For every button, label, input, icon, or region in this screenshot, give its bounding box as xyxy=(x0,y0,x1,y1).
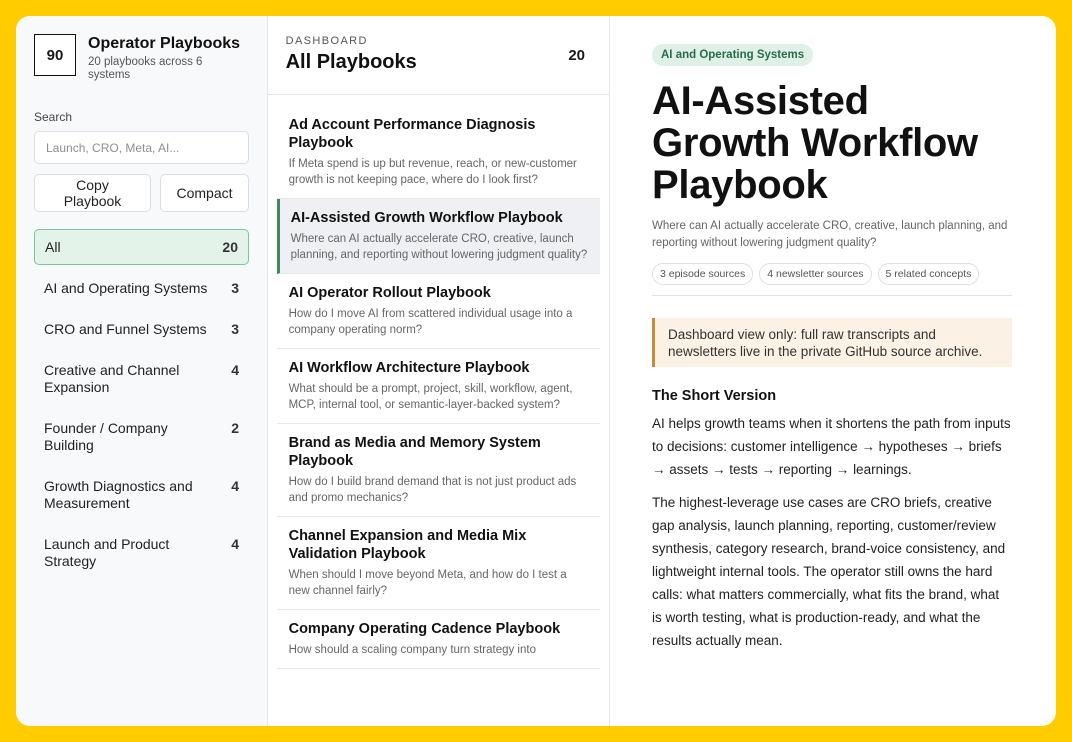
list-title: All Playbooks xyxy=(285,51,417,73)
newsletter-sources-chip[interactable]: 4 newsletter sources xyxy=(759,263,871,285)
logo-badge: 90 xyxy=(34,34,76,76)
list-header xyxy=(268,16,609,95)
category-list xyxy=(34,229,249,570)
detail-subtitle: Where can AI actually accelerate CRO, creative, launch planning, and reporting without lowering judgment quality? xyxy=(652,220,1008,249)
category-count: 4 xyxy=(231,536,239,552)
episode-sources-chip[interactable]: 3 episode sources xyxy=(652,263,753,285)
category-count: 4 xyxy=(231,362,239,378)
list-count: 20 xyxy=(568,47,585,64)
playbook-title: AI Workflow Architecture Playbook xyxy=(288,360,530,376)
playbook-item-selected[interactable] xyxy=(277,199,600,274)
playbook-title: AI Operator Rollout Playbook xyxy=(288,285,491,301)
category-count: 3 xyxy=(231,321,239,337)
playbook-title: Company Operating Cadence Playbook xyxy=(288,621,561,637)
brand-text xyxy=(88,34,240,82)
search-input[interactable] xyxy=(34,131,249,164)
category-item-growth-diagnostics[interactable] xyxy=(34,478,249,512)
category-item-founder-company[interactable] xyxy=(34,420,249,454)
category-count: 20 xyxy=(222,238,238,255)
list-eyebrow: DASHBOARD xyxy=(285,35,368,47)
playbook-title: AI-Assisted Growth Workflow Playbook xyxy=(290,210,563,226)
playbook-description: When should I move beyond Meta, and how do I test a new channel fairly? xyxy=(288,569,567,597)
divider xyxy=(652,295,1012,296)
category-label: Founder / Company Building xyxy=(44,420,168,453)
playbook-description: If Meta spend is up but revenue, reach, or new-customer growth is not keeping pace, where do I look first? xyxy=(288,158,577,186)
category-label: Growth Diagnostics and Measurement xyxy=(44,478,193,511)
body-paragraph: The highest-leverage use cases are CRO briefs, creative gap analysis, launch planning, reporting, customer/review synthesis, category research, brand-voice consistency, and lightweight internal tools. The operator still owns the hard calls: what matters commercially, what fits the brand, what is worth testing, what is production-ready, and what the results actually mean. xyxy=(652,495,1006,648)
playbook-description: How do I move AI from scattered individual usage into a company operating norm? xyxy=(288,308,573,336)
sidebar xyxy=(16,16,268,726)
section-heading: The Short Version xyxy=(652,388,777,404)
playbook-list-panel xyxy=(268,16,610,726)
playbook-list xyxy=(268,95,609,669)
category-item-ai-operating-systems[interactable] xyxy=(34,280,249,297)
playbook-item[interactable] xyxy=(277,274,600,349)
playbook-item[interactable] xyxy=(277,349,600,424)
category-label: CRO and Funnel Systems xyxy=(44,321,207,337)
playbook-detail xyxy=(610,16,1056,726)
playbook-title: Ad Account Performance Diagnosis Playbook xyxy=(288,117,536,151)
app-title: Operator Playbooks xyxy=(88,35,241,52)
category-label: AI and Operating Systems xyxy=(44,280,208,296)
brand-header xyxy=(34,34,267,82)
playbook-description: Where can AI actually accelerate CRO, creative, launch planning, and reporting without lowering judgment quality? xyxy=(290,233,588,261)
category-item-cro-funnel[interactable] xyxy=(34,321,249,338)
category-label: Launch and Product Strategy xyxy=(44,536,170,569)
body-paragraph: AI helps growth teams when it shortens the path from inputs to decisions: customer intelligence → hypotheses → briefs → assets → tests → reporting → learnings. xyxy=(652,416,1011,477)
playbook-description: What should be a prompt, project, skill, workflow, agent, MCP, internal tool, or semantic-layer-backed system? xyxy=(288,383,573,411)
category-item-all[interactable] xyxy=(34,229,249,265)
source-chips xyxy=(652,263,1014,285)
detail-title: AI-Assisted Growth Workflow Playbook xyxy=(652,79,978,207)
playbook-item[interactable] xyxy=(277,610,600,669)
category-item-launch-product[interactable] xyxy=(34,536,249,570)
related-concepts-chip[interactable]: 5 related concepts xyxy=(878,263,980,285)
category-item-creative-channel[interactable] xyxy=(34,362,249,396)
copy-playbook-button[interactable]: Copy Playbook xyxy=(34,174,151,212)
category-label: Creative and Channel Expansion xyxy=(44,362,180,395)
search-label: Search xyxy=(34,110,73,124)
playbook-title: Channel Expansion and Media Mix Validation Playbook xyxy=(288,528,527,562)
category-count: 4 xyxy=(231,478,239,494)
category-label: All xyxy=(45,238,61,255)
category-count: 2 xyxy=(231,420,239,436)
playbook-item[interactable] xyxy=(277,424,600,517)
playbook-title: Brand as Media and Memory System Playbook xyxy=(288,435,541,469)
compact-button[interactable]: Compact xyxy=(160,174,249,212)
action-buttons xyxy=(34,174,249,212)
app-window xyxy=(16,16,1056,726)
playbook-description: How should a scaling company turn strategy into xyxy=(288,644,536,656)
category-count: 3 xyxy=(231,280,239,296)
notice-callout: Dashboard view only: full raw transcripts and newsletters live in the private GitHub source archive. xyxy=(652,318,1012,367)
category-tag[interactable]: AI and Operating Systems xyxy=(652,44,813,66)
playbook-item[interactable] xyxy=(277,517,600,610)
playbook-description: How do I build brand demand that is not just product ads and promo mechanics? xyxy=(288,476,577,504)
playbook-item[interactable] xyxy=(277,95,600,199)
app-subtitle: 20 playbooks across 6 systems xyxy=(88,56,203,81)
